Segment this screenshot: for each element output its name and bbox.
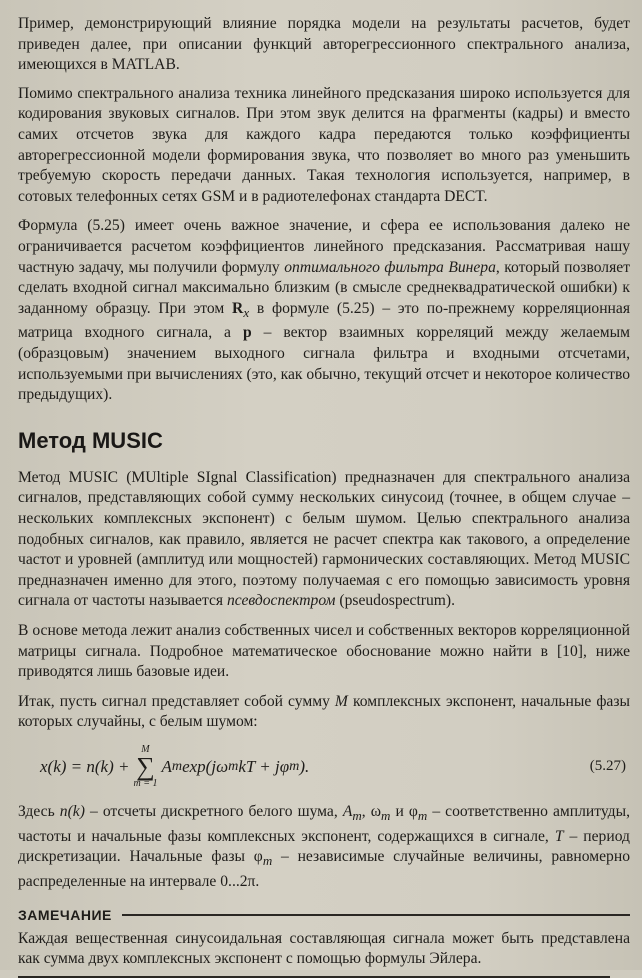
paragraph-order-example: Пример, демонстрирующий влияние порядка модели на результаты расчетов, будет приведен далее, при описании функций авторегрессионного спектрального анализа, имеющихся в MATLAB. — [18, 15, 630, 74]
note-box — [18, 907, 630, 978]
note-bottom-rule — [18, 976, 610, 978]
wiener-filter-term: оптимального фильтра Винера — [284, 258, 496, 276]
paragraph-variables: Здесь n(k) – отсчеты дискретного белого шума, $A_m$, $\omega_m$ и $\varphi_m$ – соответственно амплитуды, частоты и начальные фазы комплексных экспонент, содержащихся в сигнале, T – период дискретизации. Начальные фазы $\varphi_m$ – независимые случайные величины, равномерно распределенные на интервале 0...2π. — [18, 802, 630, 890]
paragraph-signal-model: Итак, пусть сигнал представляет собой сумму M комплексных экспонент, начальные фазы которых случайны, с белым шумом: — [18, 692, 630, 731]
paragraph-linear-prediction-coding: Помимо спектрального анализа техника линейного предсказания широко используется для кодирования звуковых сигналов. При этом звук делится на фрагменты (кадры) и вместо самих отсчетов звука для каждого кадра передаются только коэффициенты авторегрессионной модели формирования звука, что позволяет во много раз уменьшить требуемую скорость передачи данных. Такая технология используется, например, в сотовых телефонных сетях GSM и в радиотелефонах стандарта DECT. — [18, 84, 630, 205]
note-title: ЗАМЕЧАНИЕ — [18, 906, 112, 923]
note-top-rule — [122, 914, 630, 916]
formula-5-27 — [18, 742, 630, 792]
section-heading: Метод MUSIC — [18, 427, 163, 453]
formula-number: (5.27) — [589, 758, 626, 775]
pseudospectrum-term: псевдоспектром — [226, 592, 336, 610]
paragraph-eigen-basis: В основе метода лежит анализ собственных чисел и собственных векторов корреляционной матрицы сигнала. Подробное математическое обоснование можно найти в [10], ниже приводятся лишь базовые идеи. — [18, 621, 630, 681]
paragraph-wiener-filter: Формула (5.25) имеет очень важное значение, и сфера ее использования далеко не ограничивается расчетом коэффициентов линейного предсказания. Рассматривая нашу частную задачу, мы получили формулу оптимального фильтра Винера, который позволяет сделать входной сигнал максимально близким (в смысле среднеквадратической ошибки) к заданному образцу. При этом $R_x$ в формуле (5.25) – это по-прежнему корреляционная матрица входного сигнала, а p – вектор взаимных корреляций между желаемым (образцовым) значением выходного сигнала фильтра и входными отсчетами, используемыми при вычислениях (это, как обычно, текущий отсчет и некоторое количество предыдущих). — [18, 217, 631, 404]
sum-symbol: M ∑ m = 1 — [133, 743, 158, 789]
note-text: Каждая вещественная синусоидальная составляющая сигнала может быть представлена как сумма двух комплексных экспонент с помощью формулы Эйлера. — [18, 929, 630, 968]
note-header — [18, 907, 630, 923]
formula-expression: x(k) = n(k) + M ∑ m = 1 A m exp(jω m kT + jφ m ). — [40, 743, 310, 789]
paragraph-music-intro: Метод MUSIC (MUltiple SIgnal Classification) предназначен для спектрального анализа сигналов, представляющих собой сумму нескольких синусоид (точнее, в общем случае – нескольких комплексных экспонент) с белым шумом. Целью спектрального анализа подобных сигналов, как правило, является не расчет спектра как такового, а определение частот и уровней (амплитуд или мощностей) гармонических составляющих. Метод MUSIC предназначен именно для этого, поэтому получаемая с его помощью зависимость уровня сигнала от частоты называется псевдоспектром (pseudospectrum). — [18, 468, 630, 610]
